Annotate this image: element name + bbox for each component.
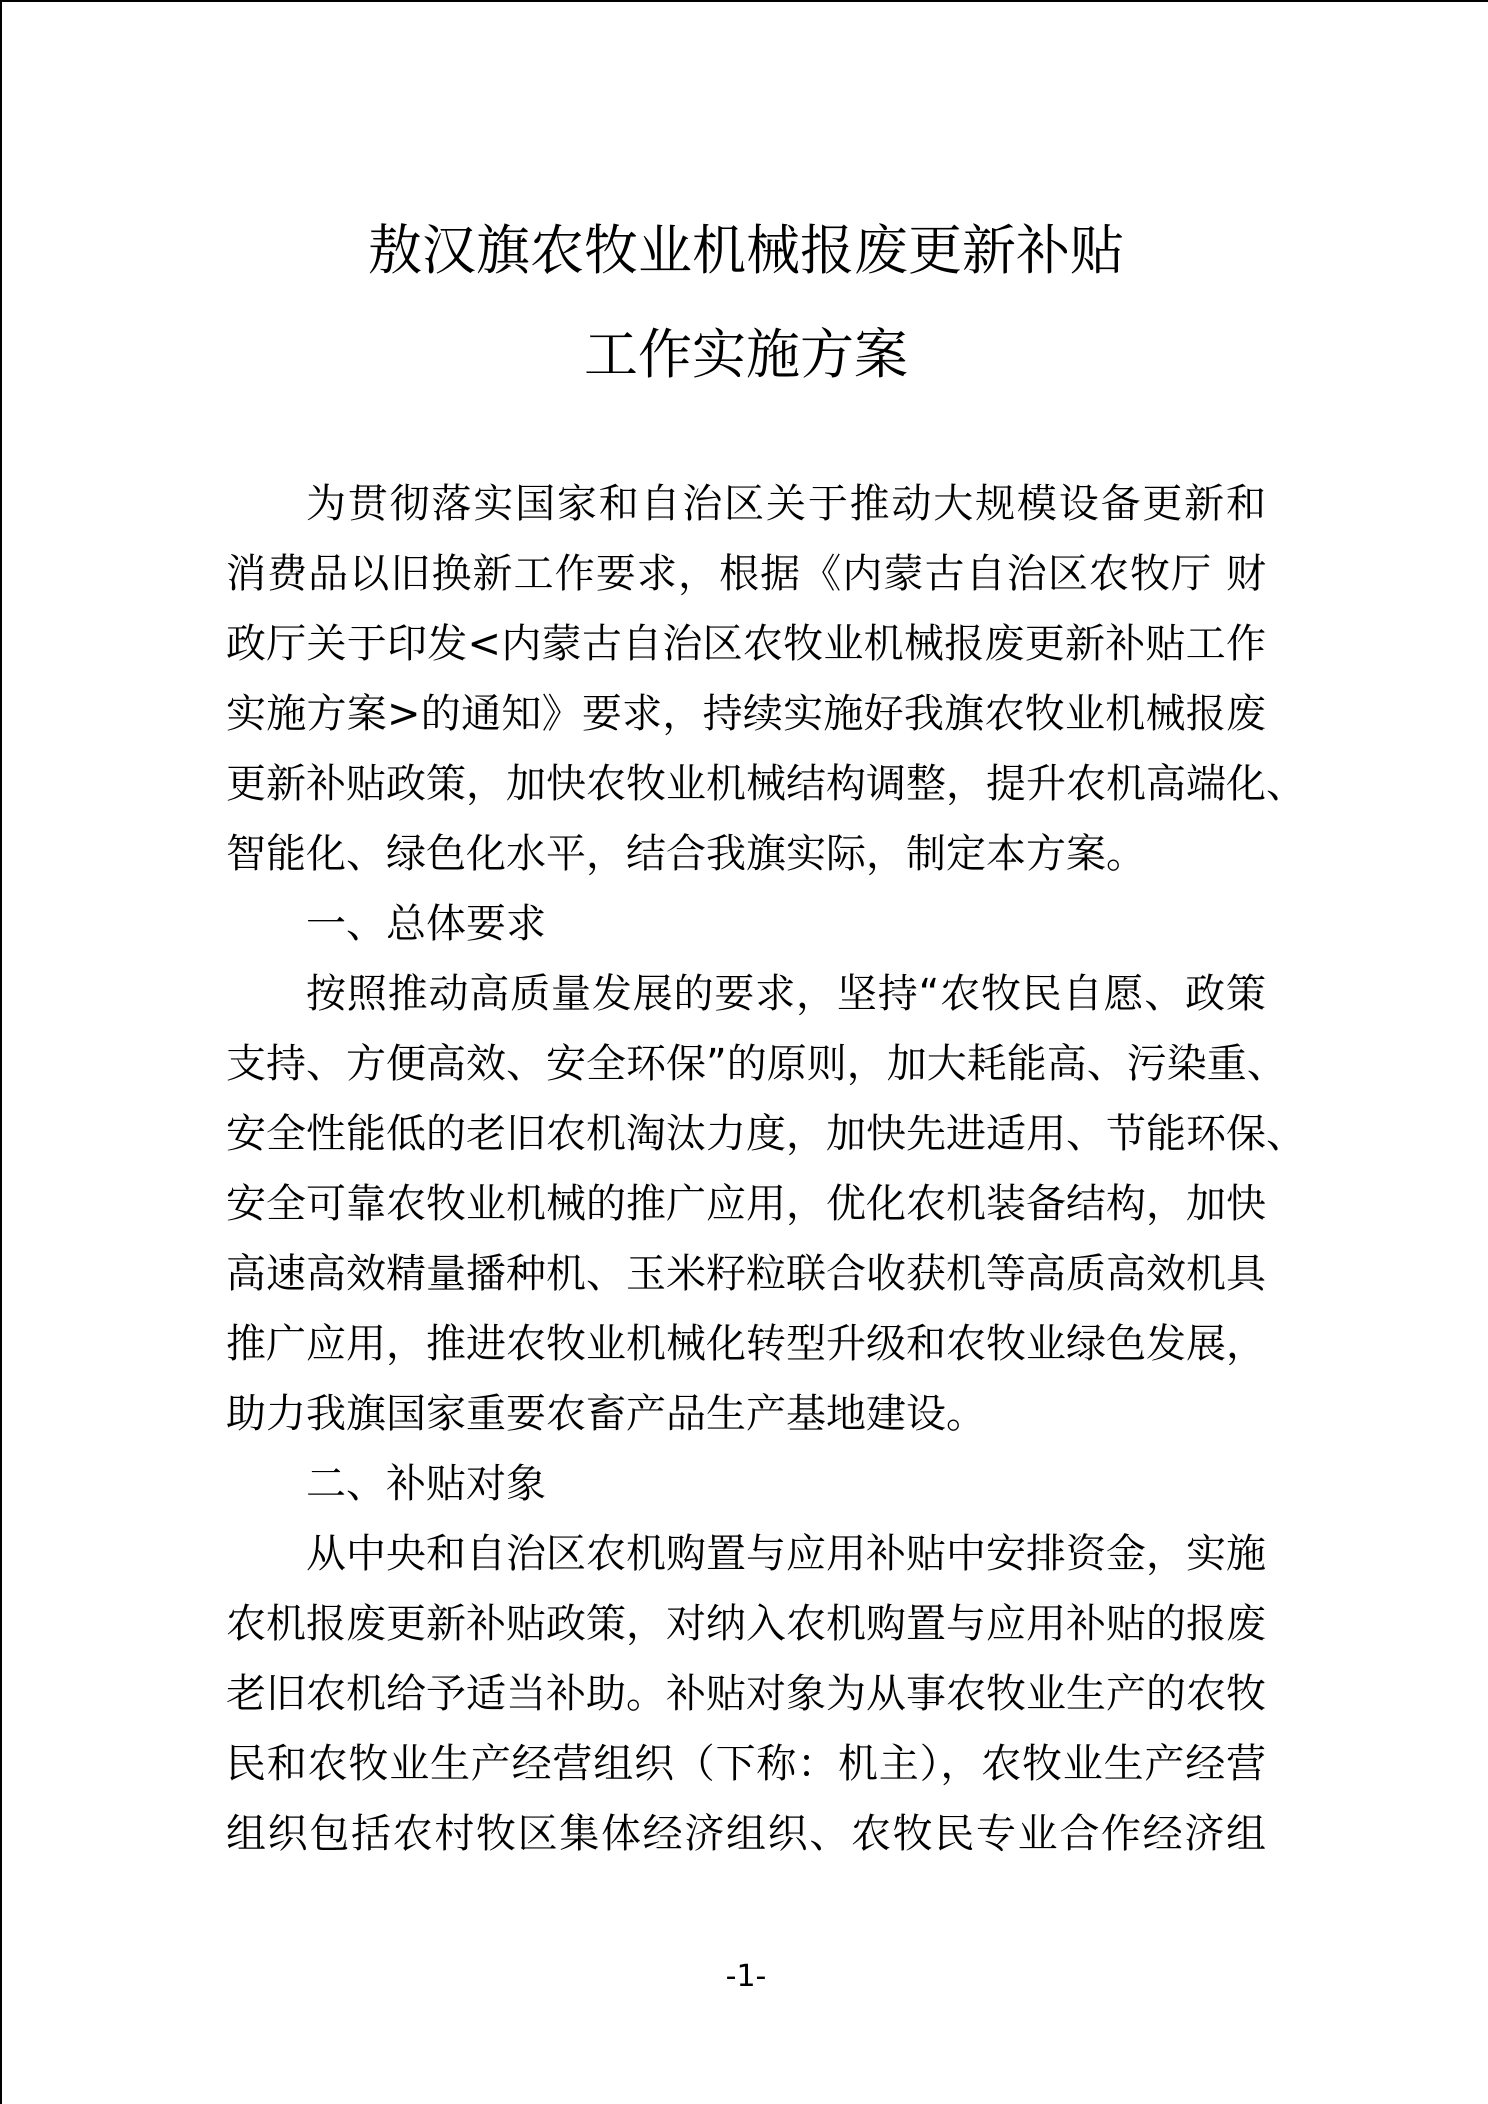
paragraph-1-line: 政厅关于印发<内蒙古自治区农牧业机械报废更新补贴工作 — [226, 621, 1266, 667]
paragraph-2-line: 高速高效精量播种机、玉米籽粒联合收获机等高质高效机具 — [226, 1251, 1266, 1297]
paragraph-1-line: 实施方案>的通知》要求，持续实施好我旗农牧业机械报废 — [226, 691, 1266, 737]
paragraph-1-line: 智能化、绿色化水平，结合我旗实际，制定本方案。 — [226, 831, 1146, 877]
section-heading-2: 二、补贴对象 — [306, 1461, 546, 1507]
paragraph-1-line: 消费品以旧换新工作要求，根据《内蒙古自治区农牧厅 财 — [226, 551, 1266, 597]
paragraph-3-line: 组织包括农村牧区集体经济组织、农牧民专业合作经济组 — [226, 1811, 1266, 1857]
paragraph-2-line: 助力我旗国家重要农畜产品生产基地建设。 — [226, 1391, 986, 1437]
paragraph-2-line: 安全可靠农牧业机械的推广应用，优化农机装备结构，加快 — [226, 1181, 1266, 1227]
paragraph-3-line: 民和农牧业生产经营组织（下称：机主），农牧业生产经营 — [226, 1741, 1266, 1787]
paragraph-3-line: 从中央和自治区农机购置与应用补贴中安排资金，实施 — [306, 1531, 1266, 1577]
document-title-line-1: 敖汉旗农牧业机械报废更新补贴 — [368, 219, 1124, 282]
paragraph-1-line: 为贯彻落实国家和自治区关于推动大规模设备更新和 — [306, 481, 1266, 527]
paragraph-3-line: 老旧农机给予适当补助。补贴对象为从事农牧业生产的农牧 — [226, 1671, 1266, 1717]
page-number: -1- — [725, 1959, 767, 1994]
document-title-line-2: 工作实施方案 — [584, 323, 908, 386]
paragraph-2-line: 推广应用，推进农牧业机械化转型升级和农牧业绿色发展， — [226, 1321, 1266, 1367]
paragraph-2-line: 支持、方便高效、安全环保”的原则，加大耗能高、污染重、 — [226, 1041, 1287, 1087]
paragraph-2-line: 按照推动高质量发展的要求，坚持“农牧民自愿、政策 — [306, 971, 1266, 1017]
section-heading-1: 一、总体要求 — [306, 901, 546, 947]
paragraph-3-line: 农机报废更新补贴政策，对纳入农机购置与应用补贴的报废 — [226, 1601, 1266, 1647]
paragraph-1-line: 更新补贴政策，加快农牧业机械结构调整，提升农机高端化、 — [226, 761, 1306, 807]
paragraph-2-line: 安全性能低的老旧农机淘汰力度，加快先进适用、节能环保、 — [226, 1111, 1306, 1157]
